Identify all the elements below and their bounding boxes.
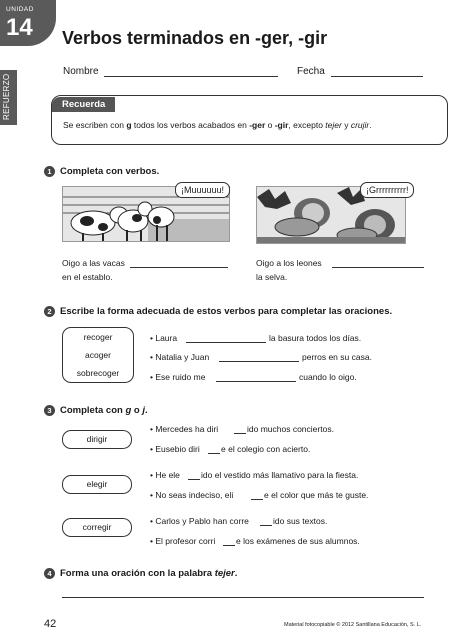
side-tab-label: REFUERZO	[2, 73, 11, 120]
exercise-3-number: 3	[44, 405, 55, 416]
word-dirigir: dirigir	[86, 434, 108, 444]
word-corregir: corregir	[82, 522, 112, 532]
sentence-2-3: • Ese ruido me	[150, 372, 206, 382]
unit-number: 14	[6, 14, 33, 41]
word-sobrecoger: sobrecoger	[76, 368, 120, 378]
exercise-2-number: 2	[44, 306, 55, 317]
word-elegir: elegir	[86, 479, 108, 489]
recuerda-tag: Recuerda	[52, 97, 115, 112]
blank-3-5[interactable]	[260, 525, 272, 526]
copyright-note: Material fotocopiable © 2012 Santillana Educación, S. L.	[284, 622, 422, 628]
sentence-2-1: • Laura	[150, 333, 178, 343]
sentence-3-4-end: e el color que más te guste.	[264, 490, 369, 500]
sentence-2-2-end: perros en su casa.	[302, 352, 372, 362]
exercise-3-title: Completa con g o j.	[60, 405, 148, 416]
recuerda-text: Se escriben con g todos los verbos acabados en -ger o -gir, excepto tejer y crujir.	[63, 120, 372, 130]
date-field[interactable]	[331, 76, 423, 77]
word-acoger: acoger	[85, 350, 111, 360]
page-number: 42	[44, 618, 57, 630]
caption-lions-1: Oigo a los leones	[256, 258, 322, 268]
blank-3-1[interactable]	[234, 433, 246, 434]
sentence-2-2: • Natalia y Juan	[150, 352, 210, 362]
sentence-3-5: • Carlos y Pablo han corre	[150, 516, 249, 526]
lions-speech-bubble: ¡Grrrrrrrrrr!	[360, 182, 414, 198]
sentence-3-3: • He ele	[150, 470, 180, 480]
sentence-2-3-end: cuando lo oigo.	[299, 372, 357, 382]
unit-label: UNIDAD	[6, 6, 34, 13]
sentence-3-6: • El profesor corri	[150, 536, 216, 546]
sentence-3-6-end: e los exámenes de sus alumnos.	[236, 536, 360, 546]
blank-2-3[interactable]	[216, 381, 296, 382]
caption-lions-2: la selva.	[256, 272, 288, 282]
word-recoger: recoger	[83, 332, 113, 342]
unit-tab	[0, 0, 56, 46]
date-label: Fecha	[297, 66, 325, 77]
sentence-3-4: • No seas indeciso, eli	[150, 490, 234, 500]
sentence-3-1-end: ido muchos conciertos.	[247, 424, 334, 434]
blank-3-2[interactable]	[208, 453, 220, 454]
blank-3-6[interactable]	[223, 545, 235, 546]
exercise-1-title: Completa con verbos.	[60, 166, 160, 177]
sentence-3-2: • Eusebio diri	[150, 444, 200, 454]
sentence-3-3-end: ido el vestido más llamativo para la fiesta.	[201, 470, 359, 480]
answer-line-lions[interactable]	[332, 267, 424, 268]
sentence-3-5-end: ido sus textos.	[273, 516, 328, 526]
exercise-4-title: Forma una oración con la palabra tejer.	[60, 568, 238, 579]
caption-cows-1: Oigo a las vacas	[62, 258, 125, 268]
blank-2-1[interactable]	[186, 342, 266, 343]
blank-2-2[interactable]	[219, 361, 299, 362]
answer-line-4[interactable]	[62, 597, 424, 598]
exercise-4-number: 4	[44, 568, 55, 579]
sentence-3-2-end: e el colegio con acierto.	[221, 444, 311, 454]
side-tab	[0, 70, 17, 125]
page-title: Verbos terminados en -ger, -gir	[62, 28, 328, 48]
sentence-2-1-end: la basura todos los días.	[269, 333, 362, 343]
blank-3-4[interactable]	[251, 499, 263, 500]
answer-line-cows[interactable]	[130, 267, 228, 268]
exercise-2-title: Escribe la forma adecuada de estos verbos para completar las oraciones.	[60, 306, 393, 317]
exercise-1-number: 1	[44, 166, 55, 177]
cows-speech-bubble: ¡Muuuuuu!	[175, 182, 230, 198]
caption-cows-2: en el establo.	[62, 272, 113, 282]
blank-3-3[interactable]	[188, 479, 200, 480]
name-field[interactable]	[104, 76, 278, 77]
name-label: Nombre	[63, 66, 99, 77]
sentence-3-1: • Mercedes ha diri	[150, 424, 219, 434]
